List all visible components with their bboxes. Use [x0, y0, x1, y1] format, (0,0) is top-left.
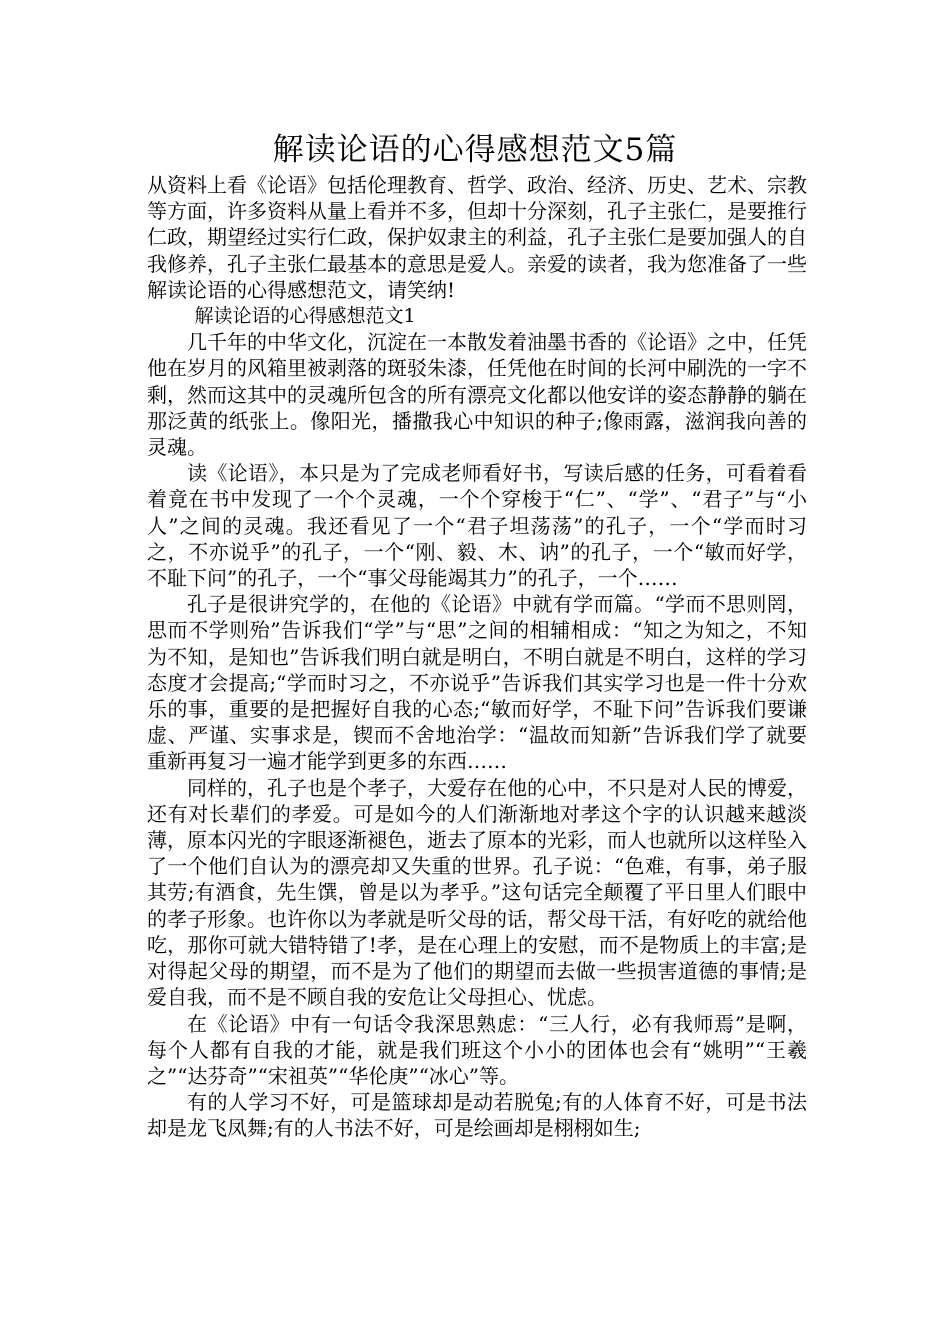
body-paragraph: 同样的，孔子也是个孝子，大爱存在他的心中，不只是对人民的博爱，还有对长辈们的孝爱。可是如今的人们渐渐地对孝这个字的认识越来越淡薄，原本闪光的字眼逐渐褪色，逝去了原本的光彩，而人也就所以这样坠入了一个他们自认为的漂亮却又失重的世界。孔子说：“色难，有事，弟子服其劳;有酒食，先生馔，曾是以为孝乎。”这句话完全颠覆了平日里人们眼中的孝子形象。也许你以为孝就是听父母的话，帮父母干活，有好吃的就给他吃，那你可就大错特错了!孝，是在心理上的安慰，而不是物质上的丰富;是对得起父母的期望，而不是为了他们的期望而去做一些损害道德的事情;是爱自我，而不是不顾自我的安危让父母担心、忧虑。 — [147, 775, 807, 1010]
body-paragraph: 几千年的中华文化，沉淀在一本散发着油墨书香的《论语》之中，任凭他在岁月的风箱里被剥落的斑驳朱漆，任凭他在时间的长河中刷洗的一字不剩，然而这其中的灵魂所包含的所有漂亮文化都以他安详的姿态静静的躺在那泛黄的纸张上。像阳光，播撒我心中知识的种子;像雨露，滋润我向善的灵魂。 — [147, 330, 807, 460]
document-title: 解读论语的心得感想范文5篇 — [272, 132, 678, 168]
body-paragraph: 读《论语》，本只是为了完成老师看好书，写读后感的任务，可看着看着竟在书中发现了一个个灵魂，一个个穿梭于“仁”、“学”、“君子”与“小人”之间的灵魂。我还看见了一个“君子坦荡荡”的孔子，一个“学而时习之，不亦说乎”的孔子，一个“刚、毅、木、讷”的孔子，一个“敏而好学，不耻下问”的孔子，一个“事父母能竭其力”的孔子，一个…… — [147, 461, 807, 591]
section-heading: 解读论语的心得感想范文1 — [194, 305, 416, 328]
body-paragraph: 在《论语》中有一句话令我深思熟虑：“三人行，必有我师焉”是啊，每个人都有自我的才能，就是我们班这个小小的团体也会有“姚明”“王羲之”“达芬奇”“宋祖英”“华伦庚”“冰心”等。 — [147, 1011, 807, 1088]
body-paragraph: 有的人学习不好，可是篮球却是动若脱兔;有的人体育不好，可是书法却是龙飞凤舞;有的人书法不好，可是绘画却是栩栩如生; — [147, 1090, 807, 1141]
intro-paragraph: 从资料上看《论语》包括伦理教育、哲学、政治、经济、历史、艺术、宗教等方面，许多资料从量上看并不多，但却十分深刻，孔子主张仁，是要推行仁政，期望经过实行仁政，保护奴隶主的利益，孔子主张仁是要加强人的自我修养，孔子主张仁最基本的意思是爱人。亲爱的读者，我为您准备了一些解读论语的心得感想范文，请笑纳! — [147, 173, 807, 302]
body-paragraph: 孔子是很讲究学的，在他的《论语》中就有学而篇。“学而不思则罔，思而不学则殆”告诉我们“学”与“思”之间的相辅相成：“知之为知之，不知为不知，是知也”告诉我们明白就是明白，不明白就是不明白，这样的学习态度才会提高;“学而时习之，不亦说乎”告诉我们其实学习也是一件十分欢乐的事，重要的是把握好自我的心态;“敏而好学，不耻下问”告诉我们要谦虚、严谨、实事求是，锲而不舍地治学：“温故而知新”告诉我们学了就要重新再复习一遍才能学到更多的东西…… — [147, 592, 807, 774]
document-body — [147, 172, 807, 1142]
